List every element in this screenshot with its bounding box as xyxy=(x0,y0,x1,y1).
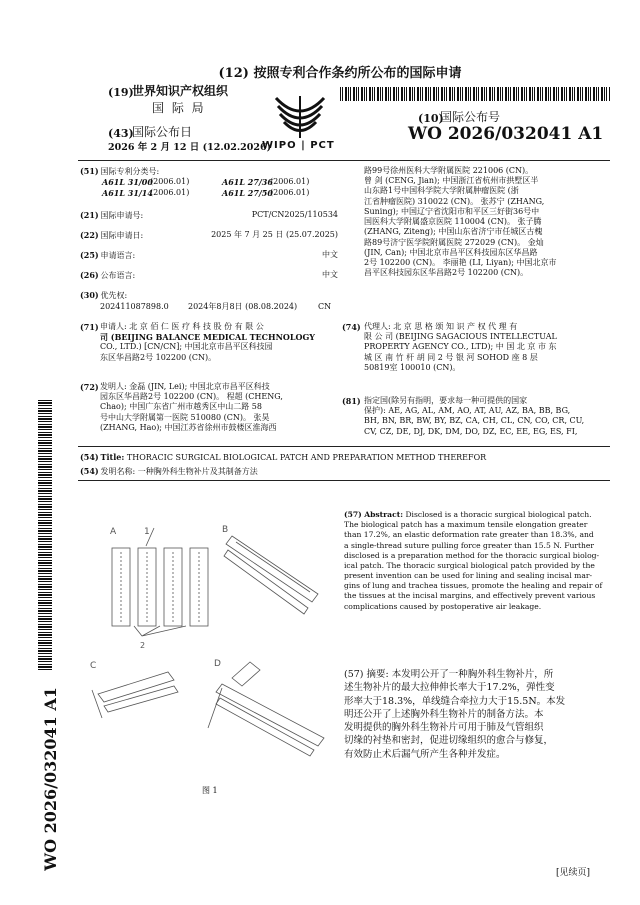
inventor-section xyxy=(80,382,342,433)
wipo-logo-text: WIPO | PCT xyxy=(262,140,335,151)
pub-date-code: (43) xyxy=(108,127,134,140)
ipc-code: (51) xyxy=(80,166,99,176)
filing-language-value: 中文 xyxy=(322,250,338,259)
abstract-en-line: than 17.2%, an elastic deformation rate greater than 18.3%, and xyxy=(344,530,594,540)
designated-states-line: 保护): AE, AG, AL, AM, AO, AT, AU, AZ, BA, BB, BG, xyxy=(364,406,571,416)
publication-language-value: 中文 xyxy=(322,270,338,279)
agent-line: 城 区 南 竹 杆 胡 同 2 号 银 河 SOHOD 座 8 层 xyxy=(364,352,538,362)
panel-label-a: A xyxy=(110,527,117,537)
application-number-label: 国际申请号: xyxy=(100,211,144,220)
abstract-en-line: gins of lung and trachea tissues, promote the healing and repair of xyxy=(344,581,603,591)
application-number-value: PCT/CN2025/110534 xyxy=(251,210,338,219)
publication-language-label: 公布语言: xyxy=(100,271,136,280)
filing-date-code: (22) xyxy=(80,230,99,240)
priority-label: 优先权: xyxy=(100,291,128,300)
patch-drawing xyxy=(82,498,338,798)
panel-label-c: C xyxy=(90,661,97,671)
filing-date-value: 2025 年 7 月 25 日 (25.07.2025) xyxy=(211,230,338,239)
inventor-line: 号中山大学附属第一医院 510080 (CN)。 张昊 xyxy=(100,412,270,422)
agent-line: 50819室 100010 (CN)。 xyxy=(364,362,461,372)
title-value: THORACIC SURGICAL BIOLOGICAL PATCH AND PREPARATION METHOD THEREFOR xyxy=(126,453,487,462)
inventor-line: 园东区华昌路2号 102200 (CN)。 程超 (CHENG, xyxy=(100,392,283,402)
continued-note: [见续页] xyxy=(556,868,591,878)
ipc-version-3: (2006.01) xyxy=(150,188,190,197)
ipc-version-4: (2006.01) xyxy=(270,188,310,197)
inventor-cont-line: 路99号徐州医科大学附属医院 221006 (CN)。 xyxy=(364,166,534,175)
designated-states-code: (81) xyxy=(342,396,361,406)
document-type-title: (12) 按照专利合作条约所公布的国际申请 xyxy=(218,66,462,81)
inventor-line: 发明人: 金磊 (JIN, Lei); 中国北京市昌平区科技 xyxy=(100,382,270,391)
applicant-section xyxy=(80,322,342,363)
filing-language-label: 申请语言: xyxy=(100,251,136,260)
patent-figure xyxy=(82,498,338,798)
abstract-cn-line: 明还公开了上述胸外科生物补片的制备方法。本 xyxy=(344,708,544,720)
side-barcode xyxy=(38,400,52,670)
title-en xyxy=(80,452,610,463)
title-label: Title: xyxy=(100,452,125,462)
abstract-en-code: (57) xyxy=(344,510,362,519)
publication-language-row xyxy=(80,270,338,281)
side-publication-number: WO 2026/032041 A1 xyxy=(41,687,60,871)
ipc-class-2: A61L 27/36 xyxy=(222,177,273,187)
title-cn-label: 发明名称: xyxy=(100,467,136,476)
figure-caption: 图 1 xyxy=(202,786,218,795)
inventor-cont-line: 国医科大学附属盛京医院 110004 (CN)。 张子腾 xyxy=(364,217,542,227)
abstract-cn-line: 有效防止术后漏气所产生各种并发症。 xyxy=(344,748,506,760)
applicant-code: (71) xyxy=(80,322,99,332)
inventor-cont-line: Suning); 中国辽宁省沈阳市和平区三好街36号中 xyxy=(364,206,540,216)
publication-barcode xyxy=(340,87,610,101)
ipc-version-2: (2006.01) xyxy=(270,177,310,186)
pub-number-value: WO 2026/032041 A1 xyxy=(408,124,604,144)
inventor-cont-line: (ZHANG, Ziteng); 中国山东省济宁市任城区古槐 xyxy=(364,227,543,237)
abstract-cn-code: (57) xyxy=(344,669,364,680)
title-divider xyxy=(78,480,610,481)
inventor-cont-line: 江省肿瘤医院) 310022 (CN)。 张苏宁 (ZHANG, xyxy=(364,196,545,206)
agent-code: (74) xyxy=(342,322,361,332)
abstract-en-line: the tissues at the incisal margins, and effectively prevent various xyxy=(344,591,596,601)
inventor-cont-line: (JIN, Can); 中国北京市昌平区科技园东区华昌路 xyxy=(364,247,538,257)
abstract-en-line: disclosed is a preparation method for the thoracic surgical biolog- xyxy=(344,550,600,560)
abstract-en-line: Disclosed is a thoracic surgical biological patch. xyxy=(405,510,592,519)
pub-date-label: 国际公布日 xyxy=(132,125,193,139)
priority-country: CN xyxy=(318,302,332,311)
abstract-en-line: complications caused by postoperative air leakage. xyxy=(344,601,542,611)
pub-date-value: 2026 年 2 月 12 日 (12.02.2026) xyxy=(108,142,272,153)
biblio-divider xyxy=(78,446,610,447)
abstract-cn xyxy=(344,668,612,761)
abstract-cn-line: 本发明公开了一种胸外科生物补片，所 xyxy=(391,669,554,680)
ipc-class-3: A61L 31/14 xyxy=(102,188,153,198)
title-cn-value: 一种胸外科生物补片及其制备方法 xyxy=(137,467,258,476)
ipc-label: 国际专利分类号: xyxy=(100,167,160,176)
abstract-cn-line: 述生物补片的最大拉伸伸长率大于17.2%，弹性变 xyxy=(344,682,555,694)
abstract-en-label: Abstract: xyxy=(364,510,404,519)
title-cn-code: (54) xyxy=(80,466,99,476)
ipc-version-1: (2006.01) xyxy=(150,177,190,186)
filing-language-code: (25) xyxy=(80,250,99,260)
inventor-cont-line: 2号 102200 (CN)。 李丽艳 (LI, Liyan); 中国北京市 xyxy=(364,258,557,268)
inventor-code: (72) xyxy=(80,382,99,392)
priority-row xyxy=(80,290,338,301)
abstract-en-line: a single-thread suture pulling force greater than 15.5 N. Further xyxy=(344,540,595,550)
title-cn xyxy=(80,466,610,477)
org-name: 世界知识产权组织 xyxy=(132,84,229,98)
panel-label-1: 1 xyxy=(144,527,150,537)
filing-date-label: 国际申请日: xyxy=(100,231,144,240)
designated-states-line: 指定国(除另有指明，要求每一种可提供的国家 xyxy=(364,396,528,405)
title-code: (54) xyxy=(80,452,99,462)
ipc-section xyxy=(80,166,340,177)
application-number-row xyxy=(80,210,338,221)
agent-section xyxy=(342,322,612,373)
inventor-cont-line: 山东路1号中国科学院大学附属肿瘤医院 (浙 xyxy=(364,186,519,196)
org-name-bureau: 国 际 局 xyxy=(152,101,206,115)
ipc-class-1: A61L 31/00 xyxy=(102,177,153,187)
abstract-en-line: ical patch. The thoracic surgical biological patch provided by the xyxy=(344,560,595,570)
priority-number: 202411087898.0 xyxy=(100,302,169,311)
inventor-continuation xyxy=(364,166,612,279)
panel-label-2: 2 xyxy=(140,641,146,650)
priority-date: 2024年8月8日 (08.08.2024) xyxy=(188,302,298,311)
publication-language-code: (26) xyxy=(80,270,99,280)
abstract-en-line: present invention can be used for lining and sealing incisal mar- xyxy=(344,571,593,581)
panel-label-b: B xyxy=(222,525,229,535)
designated-states-line: BH, BN, BR, BW, BY, BZ, CA, CH, CL, CN, CO, CR, CU, xyxy=(364,416,585,426)
inventor-cont-line: 曾 剑 (CENG, Jian); 中国浙江省杭州市拱墅区半 xyxy=(364,176,539,186)
abstract-en-line: The biological patch has a maximum tensile elongation greater xyxy=(344,520,588,530)
abstract-en xyxy=(344,510,610,612)
wipo-emblem-icon xyxy=(268,94,332,140)
designated-states-section xyxy=(342,396,612,437)
abstract-cn-label: 摘要: xyxy=(366,669,389,680)
applicant-line: 东区华昌路2号 102200 (CN)。 xyxy=(100,352,217,362)
designated-states-line: CV, CZ, DE, DJ, DK, DM, DO, DZ, EC, EE, EG, ES, FI, xyxy=(364,426,578,436)
priority-code: (30) xyxy=(80,290,99,300)
filing-date-row xyxy=(80,230,338,241)
ipc-class-4: A61L 27/50 xyxy=(222,188,273,198)
agent-line: 限 公 司 (BEIJING SAGACIOUS INTELLECTUAL xyxy=(364,332,557,342)
abstract-cn-line: 形率大于18.3%，单线缝合牵拉力大于15.5N。本发 xyxy=(344,695,566,707)
agent-line: 代理人: 北 京 思 格 颂 知 识 产 权 代 理 有 xyxy=(364,322,518,331)
pub-number-label: 国际公布号 xyxy=(440,110,501,124)
pub-number-code: (10) xyxy=(418,112,444,125)
application-number-code: (21) xyxy=(80,210,99,220)
inventor-line: Chao); 中国广东省广州市越秀区中山二路 58 xyxy=(100,402,262,412)
filing-language-row xyxy=(80,250,338,261)
inventor-cont-line: 路89号济宁医学院附属医院 272029 (CN)。 金灿 xyxy=(364,237,544,247)
inventor-line: (ZHANG, Hao); 中国江苏省徐州市鼓楼区淮海西 xyxy=(100,422,277,432)
agent-line: PROPERTY AGENCY CO., LTD); 中 国 北 京 市 东 xyxy=(364,342,557,352)
applicant-line: 司 (BEIJING BALANCE MEDICAL TECHNOLOGY xyxy=(100,332,316,343)
org-code: (19) xyxy=(108,86,134,99)
abstract-cn-line: 发明提供的胸外科生物补片可用于肺及气管组织 xyxy=(344,722,544,734)
header-divider xyxy=(78,160,610,161)
applicant-line: 申请人: 北 京 佰 仁 医 疗 科 技 股 份 有 限 公 xyxy=(100,322,264,331)
panel-label-d: D xyxy=(214,659,221,669)
abstract-cn-line: 切缘的衬垫和密封，促进切缘组织的愈合与修复， xyxy=(344,735,554,747)
wipo-logo xyxy=(262,94,335,154)
applicant-line: CO., LTD.) [CN/CN]; 中国北京市昌平区科技园 xyxy=(100,342,273,352)
inventor-cont-line: 昌平区科技园东区华昌路2号 102200 (CN)。 xyxy=(364,268,529,278)
